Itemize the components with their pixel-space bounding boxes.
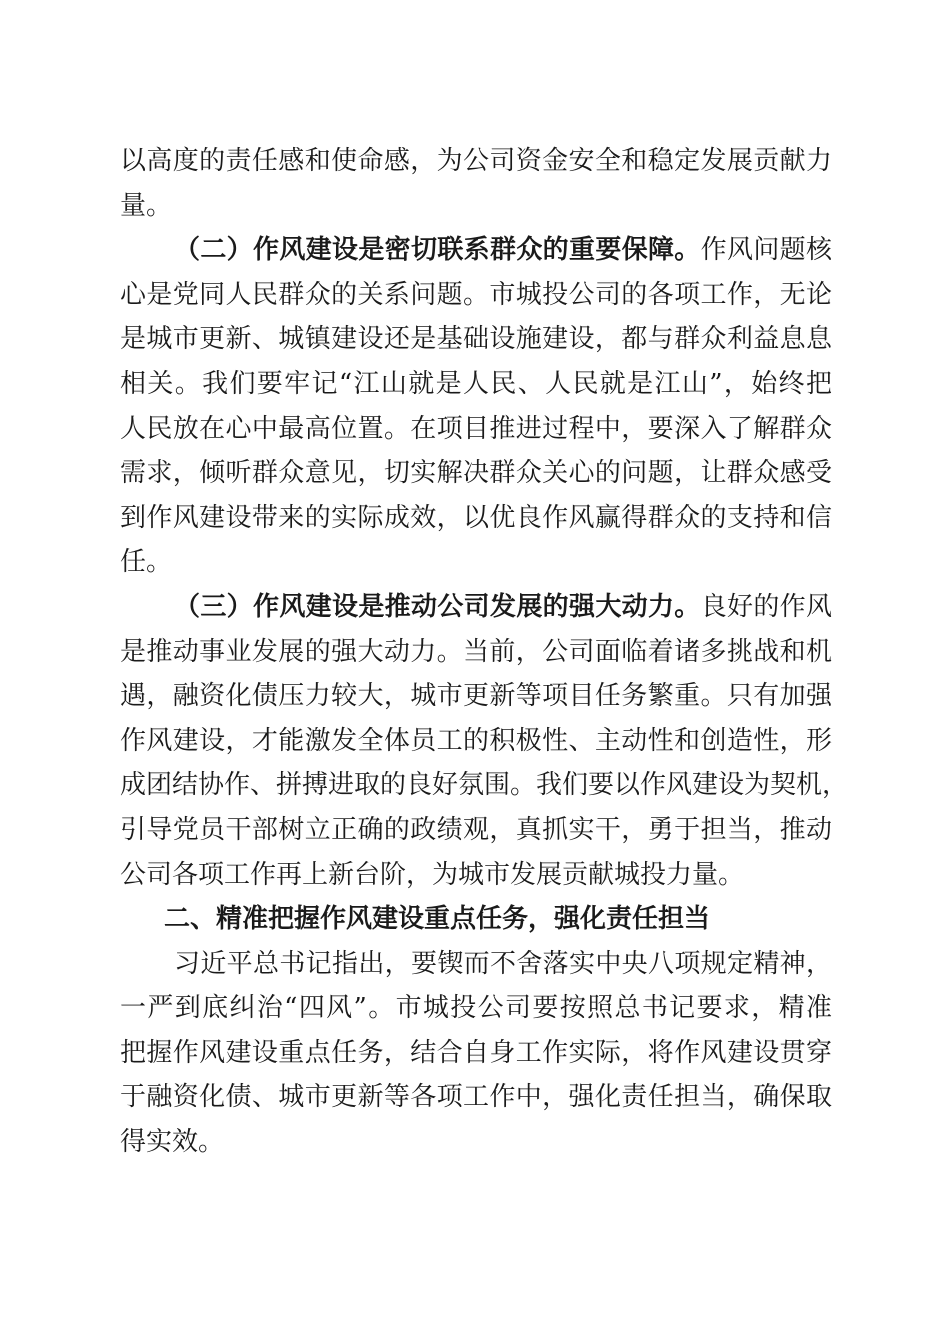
paragraph-line: 以高度的责任感和使命感，为公司资金安全和稳定发展贡献力 [120,146,832,176]
paragraph-line: 得实效。 [120,1127,225,1158]
paragraph-line: 公司各项工作再上新台阶，为城市发展贡献城投力量。 [120,859,745,890]
paragraph-line [120,228,832,273]
paragraph-3 [120,585,849,897]
paragraph-line: 人民放在心中最高位置。在项目推进过程中，要深入了解群众 [120,413,832,444]
paragraph-line: 把握作风建设重点任务，结合自身工作实际，将作风建设贯穿 [120,1037,832,1068]
paragraph-line: 是城市更新、城镇建设还是基础设施建设，都与群众利益息息 [120,324,832,355]
document-page [120,139,849,1165]
paragraph-line: 量。 [120,190,173,221]
paragraph-1 [120,139,832,228]
paragraph-line: 作风建设，才能激发全体员工的积极性、主动性和创造性，形 [120,725,832,756]
paragraph-line: 成团结协作、拼搏进取的良好氛围。我们要以作风建设为契机， [120,770,849,801]
paragraph-lead: （三）作风建设是推动公司发展的强大动力。 [174,591,701,622]
paragraph-4 [120,942,832,1165]
paragraph-text: 作风问题核 [700,235,832,266]
paragraph-line: 相关。我们要牢记“江山就是人民、人民就是江山”，始终把 [120,368,832,399]
paragraph-lead: （二）作风建设是密切联系群众的重要保障。 [174,235,701,266]
section-heading: 二、精准把握作风建设重点任务，强化责任担当 [164,904,711,935]
paragraph-text: 良好的作风 [700,591,832,622]
paragraph-line: 到作风建设带来的实际成效，以优良作风赢得群众的支持和信 [120,502,832,533]
paragraph-line: 习近平总书记指出，要锲而不舍落实中央八项规定精神， [174,948,832,979]
paragraph-line: 于融资化债、城市更新等各项工作中，强化责任担当，确保取 [120,1082,832,1113]
paragraph-line: 遇，融资化债压力较大，城市更新等项目任务繁重。只有加强 [120,681,832,712]
paragraph-line: 一严到底纠治“四风”。市城投公司要按照总书记要求，精准 [120,993,832,1024]
paragraph-line: 需求，倾听群众意见，切实解决群众关心的问题，让群众感受 [120,458,832,489]
paragraph-line: 是推动事业发展的强大动力。当前，公司面临着诸多挑战和机 [120,636,832,667]
paragraph-line [120,585,832,630]
paragraph-line: 心是党同人民群众的关系问题。市城投公司的各项工作，无论 [120,279,832,310]
paragraph-2 [120,228,832,585]
paragraph-line: 任。 [120,547,173,578]
paragraph-line: 引导党员干部树立正确的政绩观，真抓实干，勇于担当，推动 [120,814,832,845]
